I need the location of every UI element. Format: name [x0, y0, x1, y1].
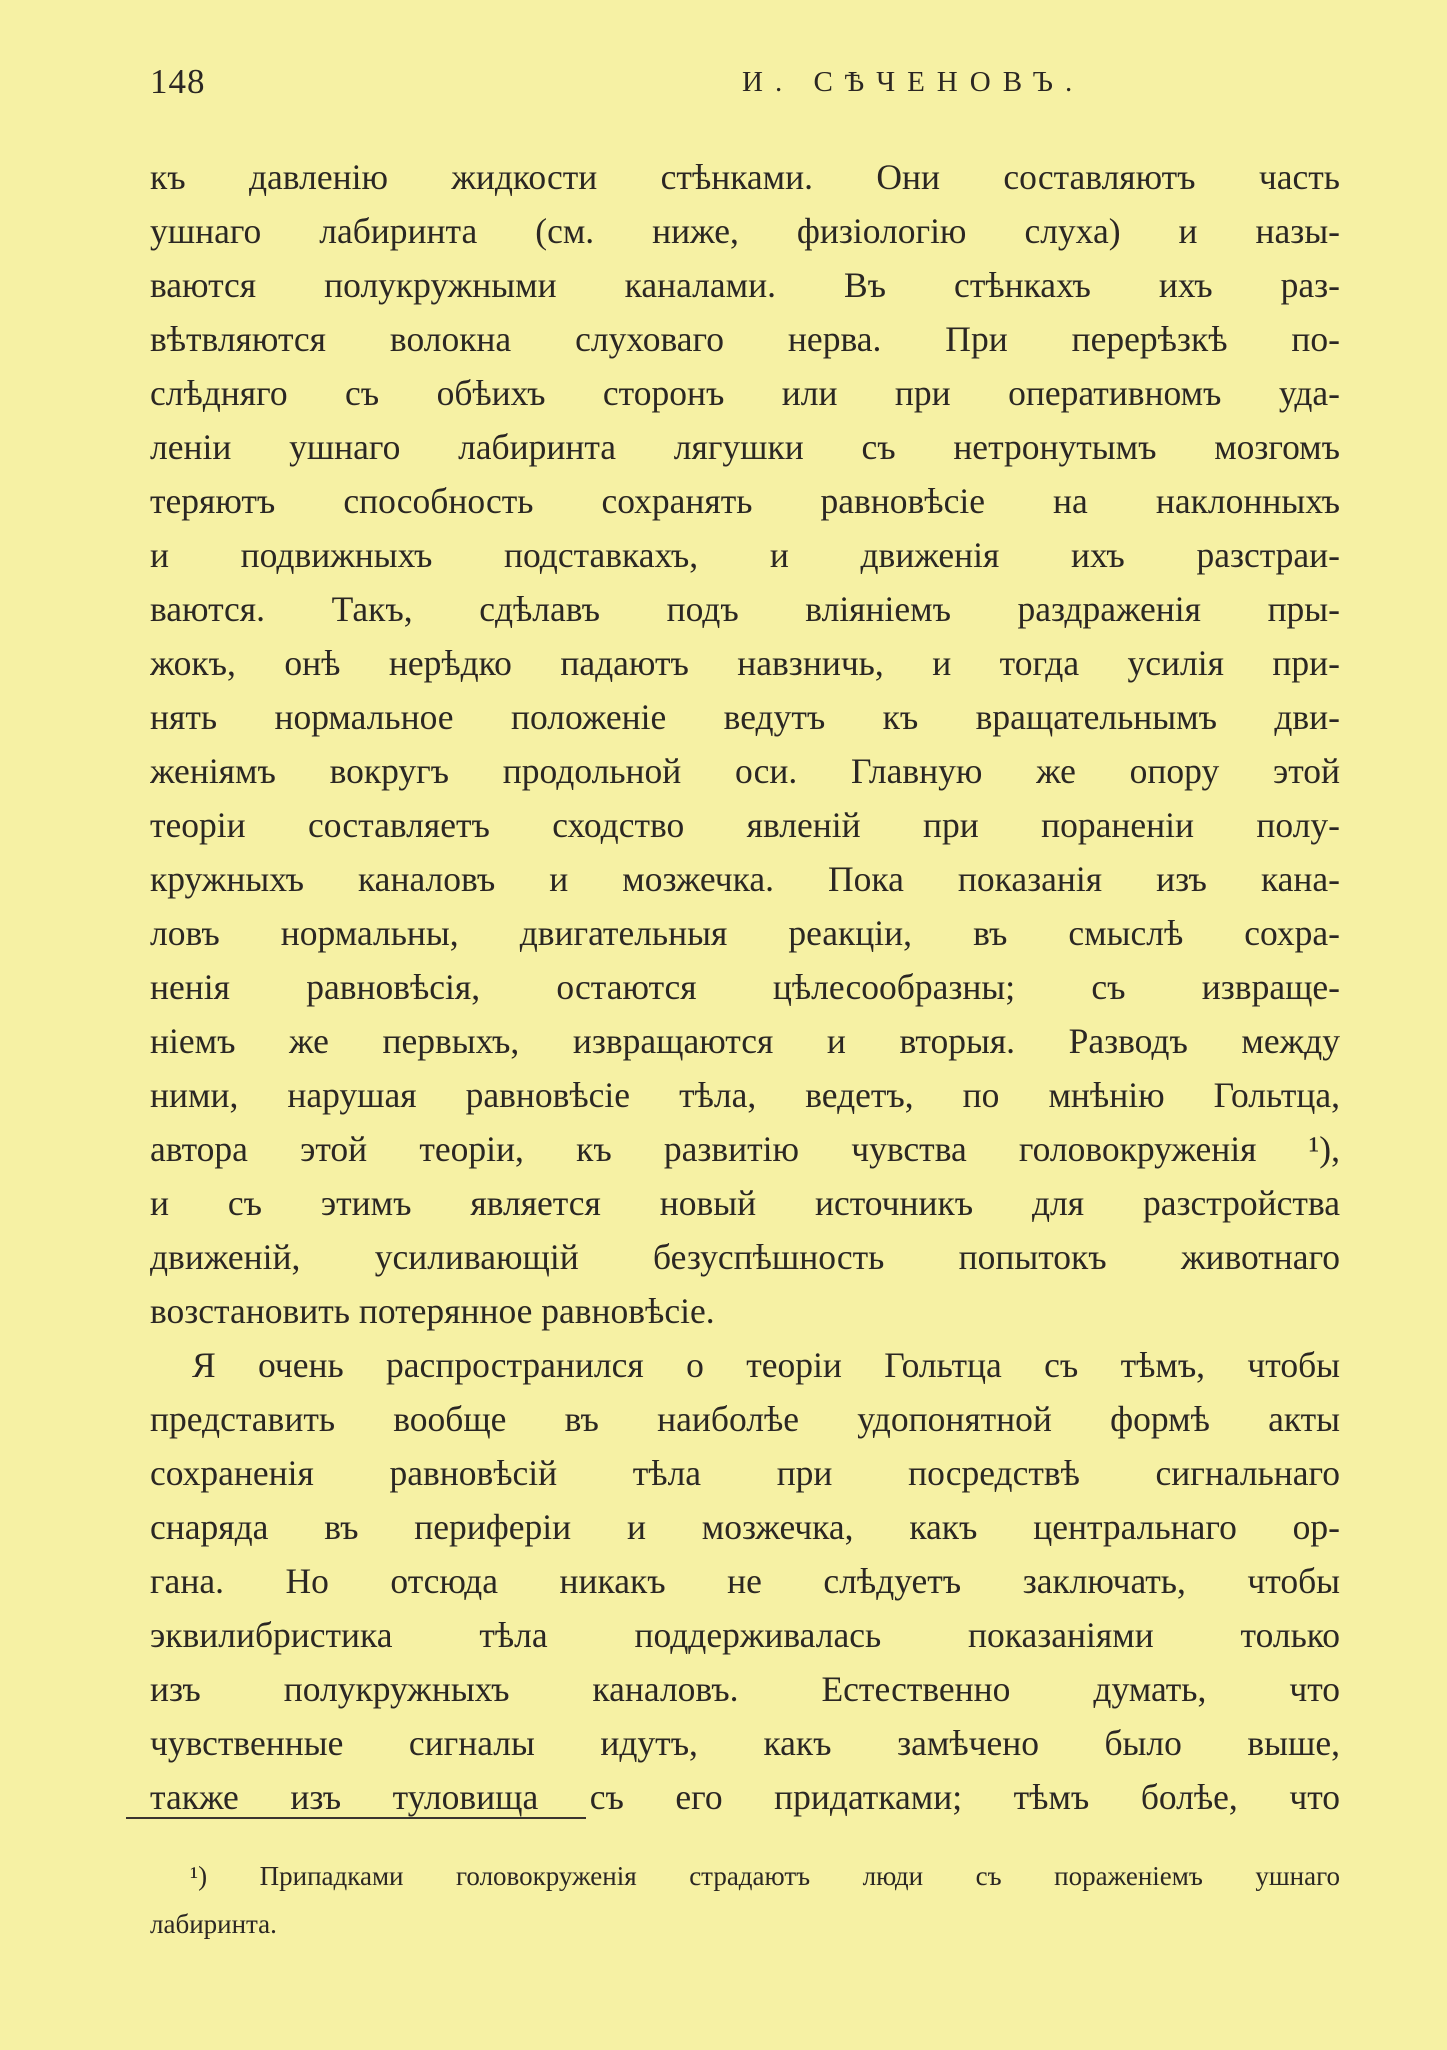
text-line: кружныхъ каналовъ и мозжечка. Пока показанія изъ кана- [150, 859, 1340, 899]
text-line: ваются полукружными каналами. Въ стѣнкахъ ихъ раз- [150, 265, 1340, 305]
text-line: теряютъ способность сохранять равновѣсіе на наклонныхъ [150, 481, 1340, 521]
text-line: движеній, усиливающій безуспѣшность попытокъ животнаго [150, 1237, 1340, 1277]
text-line: ненія равновѣсія, остаются цѣлесообразны; съ извраще- [150, 967, 1340, 1007]
page-header [150, 62, 1340, 112]
footnote-line: ¹) Припадками головокруженія страдаютъ люди съ пораженіемъ ушнаго [190, 1861, 1340, 1891]
text-line: Я очень распространился о теоріи Гольтца съ тѣмъ, чтобы [192, 1345, 1340, 1385]
text-line: также изъ туловища съ его придатками; тѣмъ болѣе, что [150, 1777, 1340, 1817]
text-line: ловъ нормальны, двигательныя реакціи, въ смыслѣ сохра- [150, 913, 1340, 953]
footnote-line: лабиринта. [150, 1909, 277, 1939]
text-line: представить вообще въ наиболѣе удопонятной формѣ акты [150, 1399, 1340, 1439]
footnote-divider [126, 1817, 586, 1819]
running-title: И. СѢЧЕНОВЪ. [742, 66, 1085, 98]
text-line: ними, нарушая равновѣсіе тѣла, ведетъ, по мнѣнію Гольтца, [150, 1075, 1340, 1115]
text-line: и подвижныхъ подставкахъ, и движенія ихъ разстраи- [150, 535, 1340, 575]
text-line: слѣдняго съ обѣихъ сторонъ или при оперативномъ уда- [150, 373, 1340, 413]
text-line: автора этой теоріи, къ развитію чувства головокруженія ¹), [150, 1129, 1340, 1169]
footnotes [150, 1852, 1340, 1948]
text-line: вѣтвляются волокна слуховаго нерва. При перерѣзкѣ по- [150, 319, 1340, 359]
text-line: нять нормальное положеніе ведутъ къ вращательнымъ дви- [150, 697, 1340, 737]
text-line: чувственные сигналы идутъ, какъ замѣчено было выше, [150, 1723, 1340, 1763]
page-number: 148 [150, 62, 206, 101]
text-line: женіямъ вокругъ продольной оси. Главную же опору этой [150, 751, 1340, 791]
text-line: ваются. Такъ, сдѣлавъ подъ вліяніемъ раздраженія пры- [150, 589, 1340, 629]
text-line: эквилибристика тѣла поддерживалась показаніями только [150, 1615, 1340, 1655]
text-line: ушнаго лабиринта (см. ниже, физіологію слуха) и назы- [150, 211, 1340, 251]
text-line: сохраненія равновѣсій тѣла при посредствѣ сигнальнаго [150, 1453, 1340, 1493]
text-line: снаряда въ периферіи и мозжечка, какъ центральнаго ор- [150, 1507, 1340, 1547]
text-line: изъ полукружныхъ каналовъ. Естественно думать, что [150, 1669, 1340, 1709]
text-line: къ давленію жидкости стѣнками. Они составляютъ часть [150, 157, 1340, 197]
text-line: возстановить потерянное равновѣсіе. [150, 1291, 715, 1331]
text-line: ніемъ же первыхъ, извращаются и вторыя. Разводъ между [150, 1021, 1340, 1061]
text-line: и съ этимъ является новый источникъ для разстройства [150, 1183, 1340, 1223]
text-line: гана. Но отсюда никакъ не слѣдуетъ заключать, чтобы [150, 1561, 1340, 1601]
text-line: жокъ, онѣ нерѣдко падаютъ навзничь, и тогда усилія при- [150, 643, 1340, 683]
text-line: леніи ушнаго лабиринта лягушки съ нетронутымъ мозгомъ [150, 427, 1340, 467]
text-line: теоріи составляетъ сходство явленій при пораненіи полу- [150, 805, 1340, 845]
body-text [150, 150, 1340, 1824]
